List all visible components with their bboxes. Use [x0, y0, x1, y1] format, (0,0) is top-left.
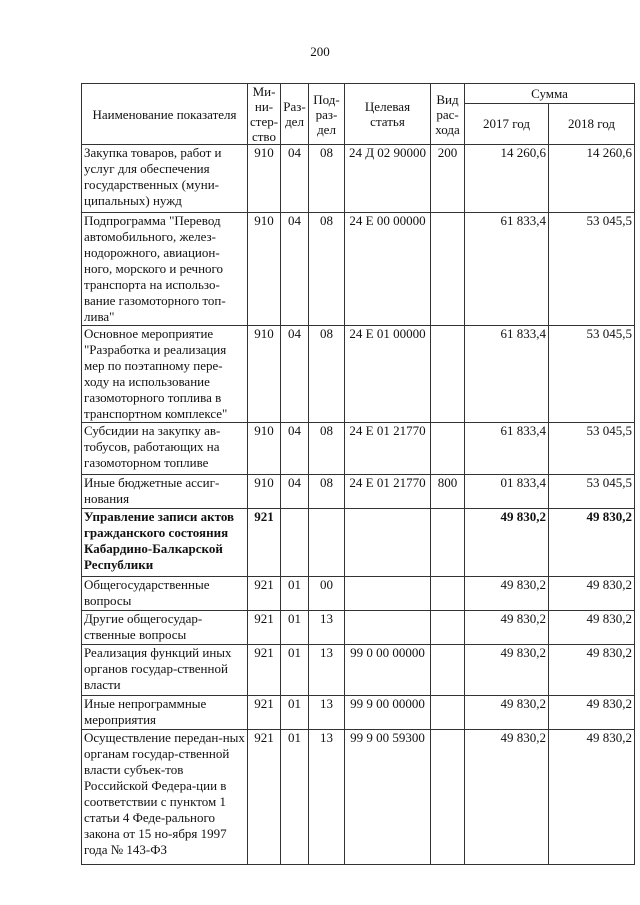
- row-expense-type: [431, 326, 465, 423]
- row-section: 01: [281, 696, 309, 730]
- table-row: [82, 475, 635, 509]
- row-target: 24 Е 00 00000: [345, 213, 431, 326]
- row-sum-2018: 14 260,6: [549, 145, 635, 213]
- row-sum-2018: 53 045,5: [549, 213, 635, 326]
- table-row: [82, 423, 635, 475]
- row-subsection: 13: [309, 611, 345, 645]
- row-name: Общегосударственные вопросы: [82, 577, 248, 611]
- row-subsection: [309, 509, 345, 577]
- row-subsection: 08: [309, 145, 345, 213]
- row-sum-2017: 01 833,4: [465, 475, 549, 509]
- row-target: 24 Е 01 21770: [345, 475, 431, 509]
- table-row: [82, 509, 635, 577]
- row-section: 01: [281, 730, 309, 865]
- row-ministry: 921: [248, 611, 281, 645]
- header-year-2017: 2017 год: [465, 103, 549, 144]
- table-row: [82, 611, 635, 645]
- row-expense-type: [431, 696, 465, 730]
- table-row: [82, 730, 635, 865]
- row-target: [345, 611, 431, 645]
- row-name: Управление записи актов гражданского состояния Кабардино-Балкарской Республики: [82, 509, 248, 577]
- row-target: 24 Д 02 90000: [345, 145, 431, 213]
- header-name: Наименование показателя: [82, 84, 248, 145]
- row-subsection: 00: [309, 577, 345, 611]
- row-section: 04: [281, 213, 309, 326]
- row-name: Другие общегосудар-ственные вопросы: [82, 611, 248, 645]
- row-sum-2017: 61 833,4: [465, 213, 549, 326]
- row-section: [281, 509, 309, 577]
- row-sum-2017: 49 830,2: [465, 696, 549, 730]
- row-section: 04: [281, 423, 309, 475]
- row-subsection: 08: [309, 213, 345, 326]
- row-ministry: 921: [248, 577, 281, 611]
- row-ministry: 921: [248, 509, 281, 577]
- row-ministry: 910: [248, 423, 281, 475]
- row-section: 01: [281, 611, 309, 645]
- row-expense-type: 800: [431, 475, 465, 509]
- row-ministry: 910: [248, 145, 281, 213]
- row-subsection: 13: [309, 730, 345, 865]
- page-number: 200: [310, 44, 330, 59]
- row-expense-type: [431, 611, 465, 645]
- row-expense-type: [431, 213, 465, 326]
- row-name: Субсидии на закупку ав-тобусов, работающих на газомоторном топливе: [82, 423, 248, 475]
- row-target: [345, 509, 431, 577]
- row-name: Закупка товаров, работ и услуг для обеспечения государственных (муни-ципальных) нужд: [82, 145, 248, 213]
- row-target: 99 9 00 59300: [345, 730, 431, 865]
- row-name: Основное мероприятие "Разработка и реализация мер по поэтапному пере-ходу на использование газомоторного топлива в транспортном комплексе": [82, 326, 248, 423]
- row-name: Иные бюджетные ассиг-нования: [82, 475, 248, 509]
- row-sum-2018: 53 045,5: [549, 423, 635, 475]
- row-name: Осуществление передан-ных органам государ-ственной власти субъек-тов Российской Федера-ции в соответствии с пунктом 1 статьи 4 Феде-рального закона от 15 но-ября 1997 года № 143-ФЗ: [82, 730, 248, 865]
- row-expense-type: [431, 577, 465, 611]
- row-expense-type: [431, 509, 465, 577]
- header-section: Раз-дел: [281, 84, 309, 145]
- row-ministry: 921: [248, 645, 281, 696]
- row-sum-2017: 49 830,2: [465, 611, 549, 645]
- header-ministry: Ми-ни-стер-ство: [248, 84, 281, 145]
- table-body: [82, 145, 635, 865]
- table-row: [82, 145, 635, 213]
- header-expense-type: Вид рас-хода: [431, 84, 465, 145]
- row-section: 04: [281, 326, 309, 423]
- row-sum-2018: 49 830,2: [549, 611, 635, 645]
- row-sum-2018: 49 830,2: [549, 730, 635, 865]
- row-name: Подпрограмма "Перевод автомобильного, желез-нодорожного, авиацион-ного, морского и речного транспорта на использо-вание газомоторного топ-лива": [82, 213, 248, 326]
- row-ministry: 910: [248, 213, 281, 326]
- row-sum-2017: 61 833,4: [465, 326, 549, 423]
- row-section: 04: [281, 145, 309, 213]
- table-row: [82, 645, 635, 696]
- row-target: 99 0 00 00000: [345, 645, 431, 696]
- table-row: [82, 696, 635, 730]
- row-sum-2017: 49 830,2: [465, 645, 549, 696]
- row-target: [345, 577, 431, 611]
- row-subsection: 08: [309, 326, 345, 423]
- header-sum: Сумма: [465, 84, 635, 104]
- row-subsection: 13: [309, 696, 345, 730]
- table-row: [82, 326, 635, 423]
- row-section: 04: [281, 475, 309, 509]
- row-ministry: 910: [248, 326, 281, 423]
- header-subsection: Под-раз-дел: [309, 84, 345, 145]
- row-subsection: 13: [309, 645, 345, 696]
- row-section: 01: [281, 645, 309, 696]
- row-expense-type: 200: [431, 145, 465, 213]
- row-section: 01: [281, 577, 309, 611]
- row-target: 99 9 00 00000: [345, 696, 431, 730]
- row-sum-2017: 49 830,2: [465, 509, 549, 577]
- row-sum-2017: 14 260,6: [465, 145, 549, 213]
- row-subsection: 08: [309, 475, 345, 509]
- table-row: [82, 213, 635, 326]
- row-expense-type: [431, 645, 465, 696]
- row-expense-type: [431, 730, 465, 865]
- header-target: Целевая статья: [345, 84, 431, 145]
- row-target: 24 Е 01 21770: [345, 423, 431, 475]
- row-sum-2018: 49 830,2: [549, 696, 635, 730]
- row-name: Иные непрограммные мероприятия: [82, 696, 248, 730]
- header-year-2018: 2018 год: [549, 103, 635, 144]
- row-ministry: 910: [248, 475, 281, 509]
- row-sum-2018: 49 830,2: [549, 645, 635, 696]
- table-row: [82, 577, 635, 611]
- row-sum-2018: 53 045,5: [549, 326, 635, 423]
- row-sum-2017: 49 830,2: [465, 577, 549, 611]
- row-name: Реализация функций иных органов государ-ственной власти: [82, 645, 248, 696]
- row-sum-2018: 49 830,2: [549, 509, 635, 577]
- row-ministry: 921: [248, 696, 281, 730]
- row-target: 24 Е 01 00000: [345, 326, 431, 423]
- row-ministry: 921: [248, 730, 281, 865]
- row-sum-2017: 61 833,4: [465, 423, 549, 475]
- row-expense-type: [431, 423, 465, 475]
- row-subsection: 08: [309, 423, 345, 475]
- row-sum-2018: 49 830,2: [549, 577, 635, 611]
- row-sum-2017: 49 830,2: [465, 730, 549, 865]
- row-sum-2018: 53 045,5: [549, 475, 635, 509]
- budget-table: [81, 83, 635, 865]
